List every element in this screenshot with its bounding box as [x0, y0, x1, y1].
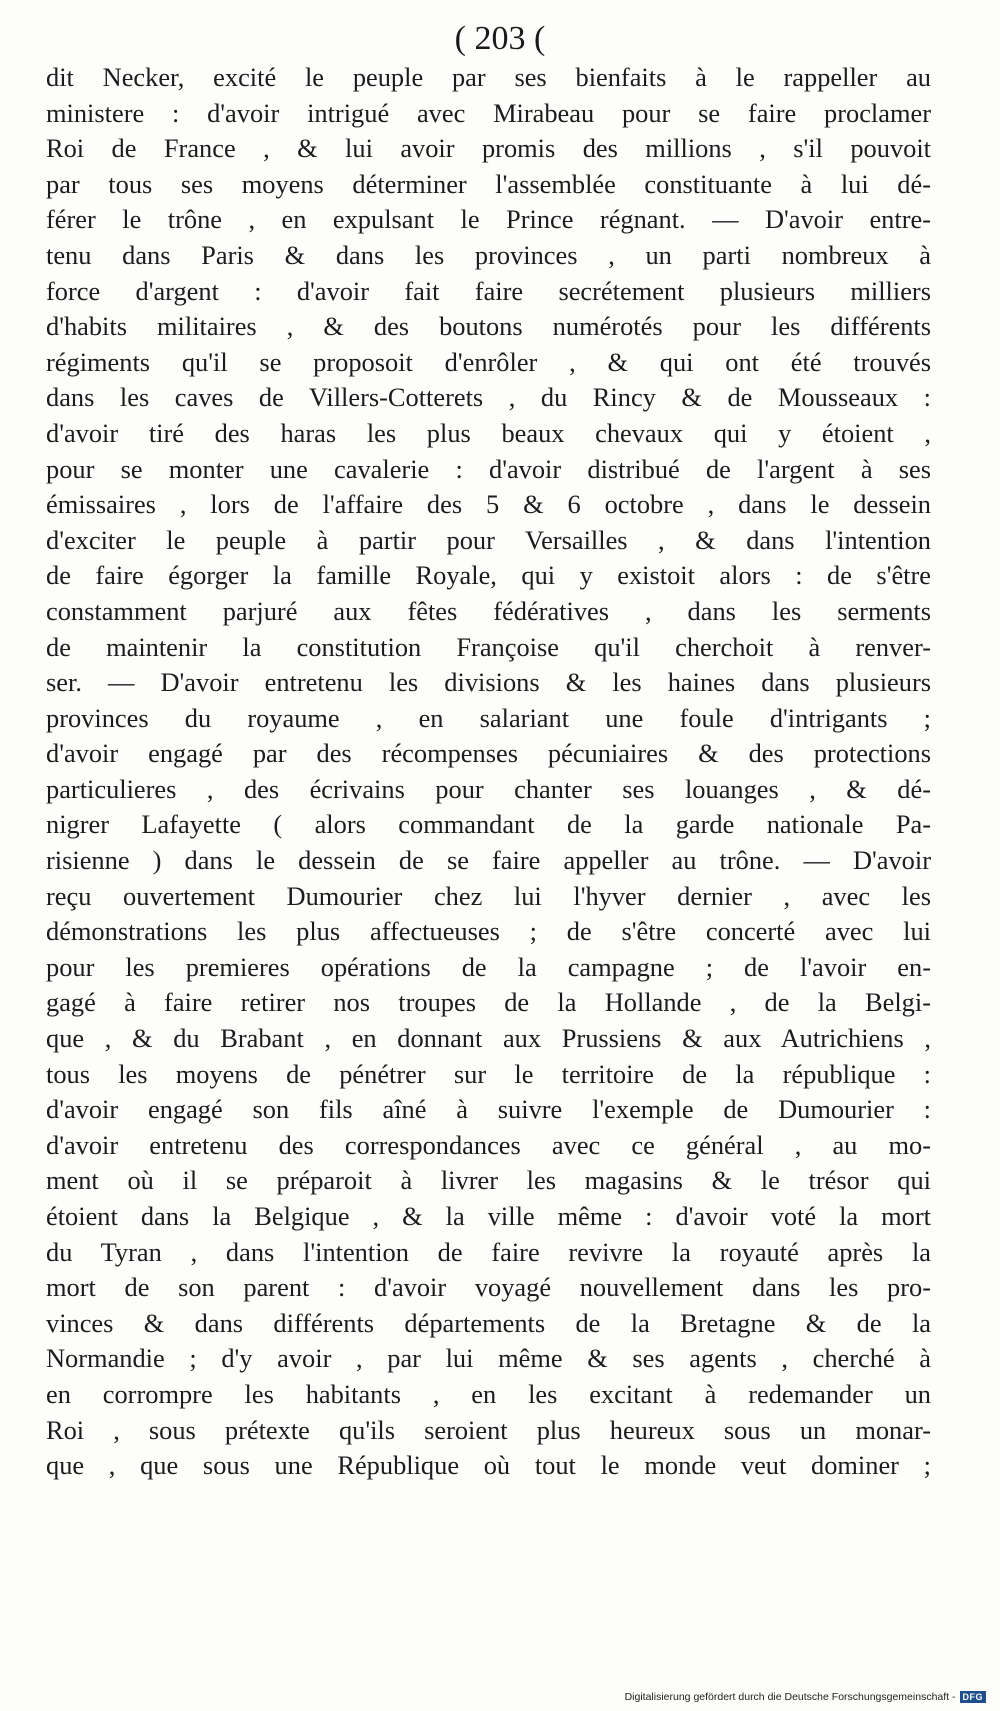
digitization-footer [625, 1691, 986, 1703]
page-number: ( 203 ( [454, 20, 546, 57]
text-line: en corrompre les habitants , en les excitant à redemander un [46, 1378, 931, 1409]
text-line: régiments qu'il se proposoit d'enrôler , & qui ont été trouvés [46, 346, 931, 377]
text-line: risienne ) dans le dessein de se faire appeller au trône. — D'avoir [46, 845, 931, 876]
text-line: ment où il se préparoit à livrer les magasins & le trésor qui [46, 1165, 931, 1196]
text-line: provinces du royaume , en salariant une foule d'intrigants ; [46, 702, 931, 733]
text-line: Roi , sous prétexte qu'ils seroient plus heureux sous un monar- [46, 1414, 931, 1445]
text-line: Roi de France , & lui avoir promis des millions , s'il pouvoit [46, 133, 931, 164]
text-line: férer le trône , en expulsant le Prince régnant. — D'avoir entre- [46, 204, 931, 235]
text-line: reçu ouvertement Dumourier chez lui l'hyver dernier , avec les [46, 880, 931, 911]
text-line: étoient dans la Belgique , & la ville même : d'avoir voté la mort [46, 1201, 931, 1231]
footer-credit-text: Digitalisierung gefördert durch die Deutsche Forschungsgemeinschaft - [624, 1691, 956, 1703]
text-line: particulieres , des écrivains pour chanter ses louanges , & dé- [46, 773, 931, 804]
text-line: d'avoir engagé par des récompenses pécuniaires & des protections [46, 738, 931, 769]
body-text [46, 60, 931, 1484]
text-line: d'habits militaires , & des boutons numérotés pour les différents [46, 311, 931, 342]
text-line: d'avoir tiré des haras les plus beaux chevaux qui y étoient , [46, 417, 931, 448]
text-line: démonstrations les plus affectueuses ; de s'être concerté avec lui [46, 916, 931, 947]
text-line: ser. — D'avoir entretenu les divisions & les haines dans plusieurs [46, 667, 931, 698]
text-line: mort de son parent : d'avoir voyagé nouvellement dans les pro- [46, 1272, 931, 1303]
text-line: pour se monter une cavalerie : d'avoir distribué de l'argent à ses [46, 453, 931, 484]
text-line: nigrer Lafayette ( alors commandant de la garde nationale Pa- [46, 809, 931, 840]
text-line: d'avoir engagé son fils aîné à suivre l'exemple de Dumourier : [46, 1094, 931, 1125]
text-line: que , & du Brabant , en donnant aux Prussiens & aux Autrichiens , [46, 1023, 931, 1054]
text-line: ministere : d'avoir intrigué avec Mirabeau pour se faire proclamer [46, 97, 931, 128]
text-line: d'avoir entretenu des correspondances avec ce général , au mo- [46, 1129, 931, 1160]
text-line: dans les caves de Villers-Cotterets , du Rincy & de Mousseaux : [46, 382, 931, 413]
dfg-logo-icon: DFG [960, 1691, 987, 1703]
text-line: de maintenir la constitution Françoise qu'il cherchoit à renver- [46, 631, 931, 662]
text-line: tenu dans Paris & dans les provinces , un parti nombreux à [46, 239, 931, 270]
text-line: dit Necker, excité le peuple par ses bienfaits à le rappeller au [46, 62, 931, 92]
text-line: vinces & dans différents départements de la Bretagne & de la [46, 1307, 931, 1338]
text-line: gagé à faire retirer nos troupes de la Hollande , de la Belgi- [46, 987, 931, 1018]
text-line: que , que sous une République où tout le monde veut dominer ; [46, 1450, 931, 1481]
text-line: force d'argent : d'avoir fait faire secrétement plusieurs milliers [46, 275, 931, 306]
text-line: d'exciter le peuple à partir pour Versailles , & dans l'intention [46, 524, 931, 555]
text-line: tous les moyens de pénétrer sur le territoire de la république : [46, 1058, 931, 1089]
text-line: du Tyran , dans l'intention de faire revivre la royauté après la [46, 1236, 931, 1267]
text-line: de faire égorger la famille Royale, qui y existoit alors : de s'être [46, 560, 931, 591]
text-line: émissaires , lors de l'affaire des 5 & 6 octobre , dans le dessein [46, 489, 931, 520]
text-line: Normandie ; d'y avoir , par lui même & ses agents , cherché à [46, 1343, 931, 1374]
text-line: par tous ses moyens déterminer l'assemblée constituante à lui dé- [46, 168, 931, 199]
text-line: constamment parjuré aux fêtes fédératives , dans les serments [46, 595, 931, 626]
text-line: pour les premieres opérations de la campagne ; de l'avoir en- [46, 951, 931, 982]
